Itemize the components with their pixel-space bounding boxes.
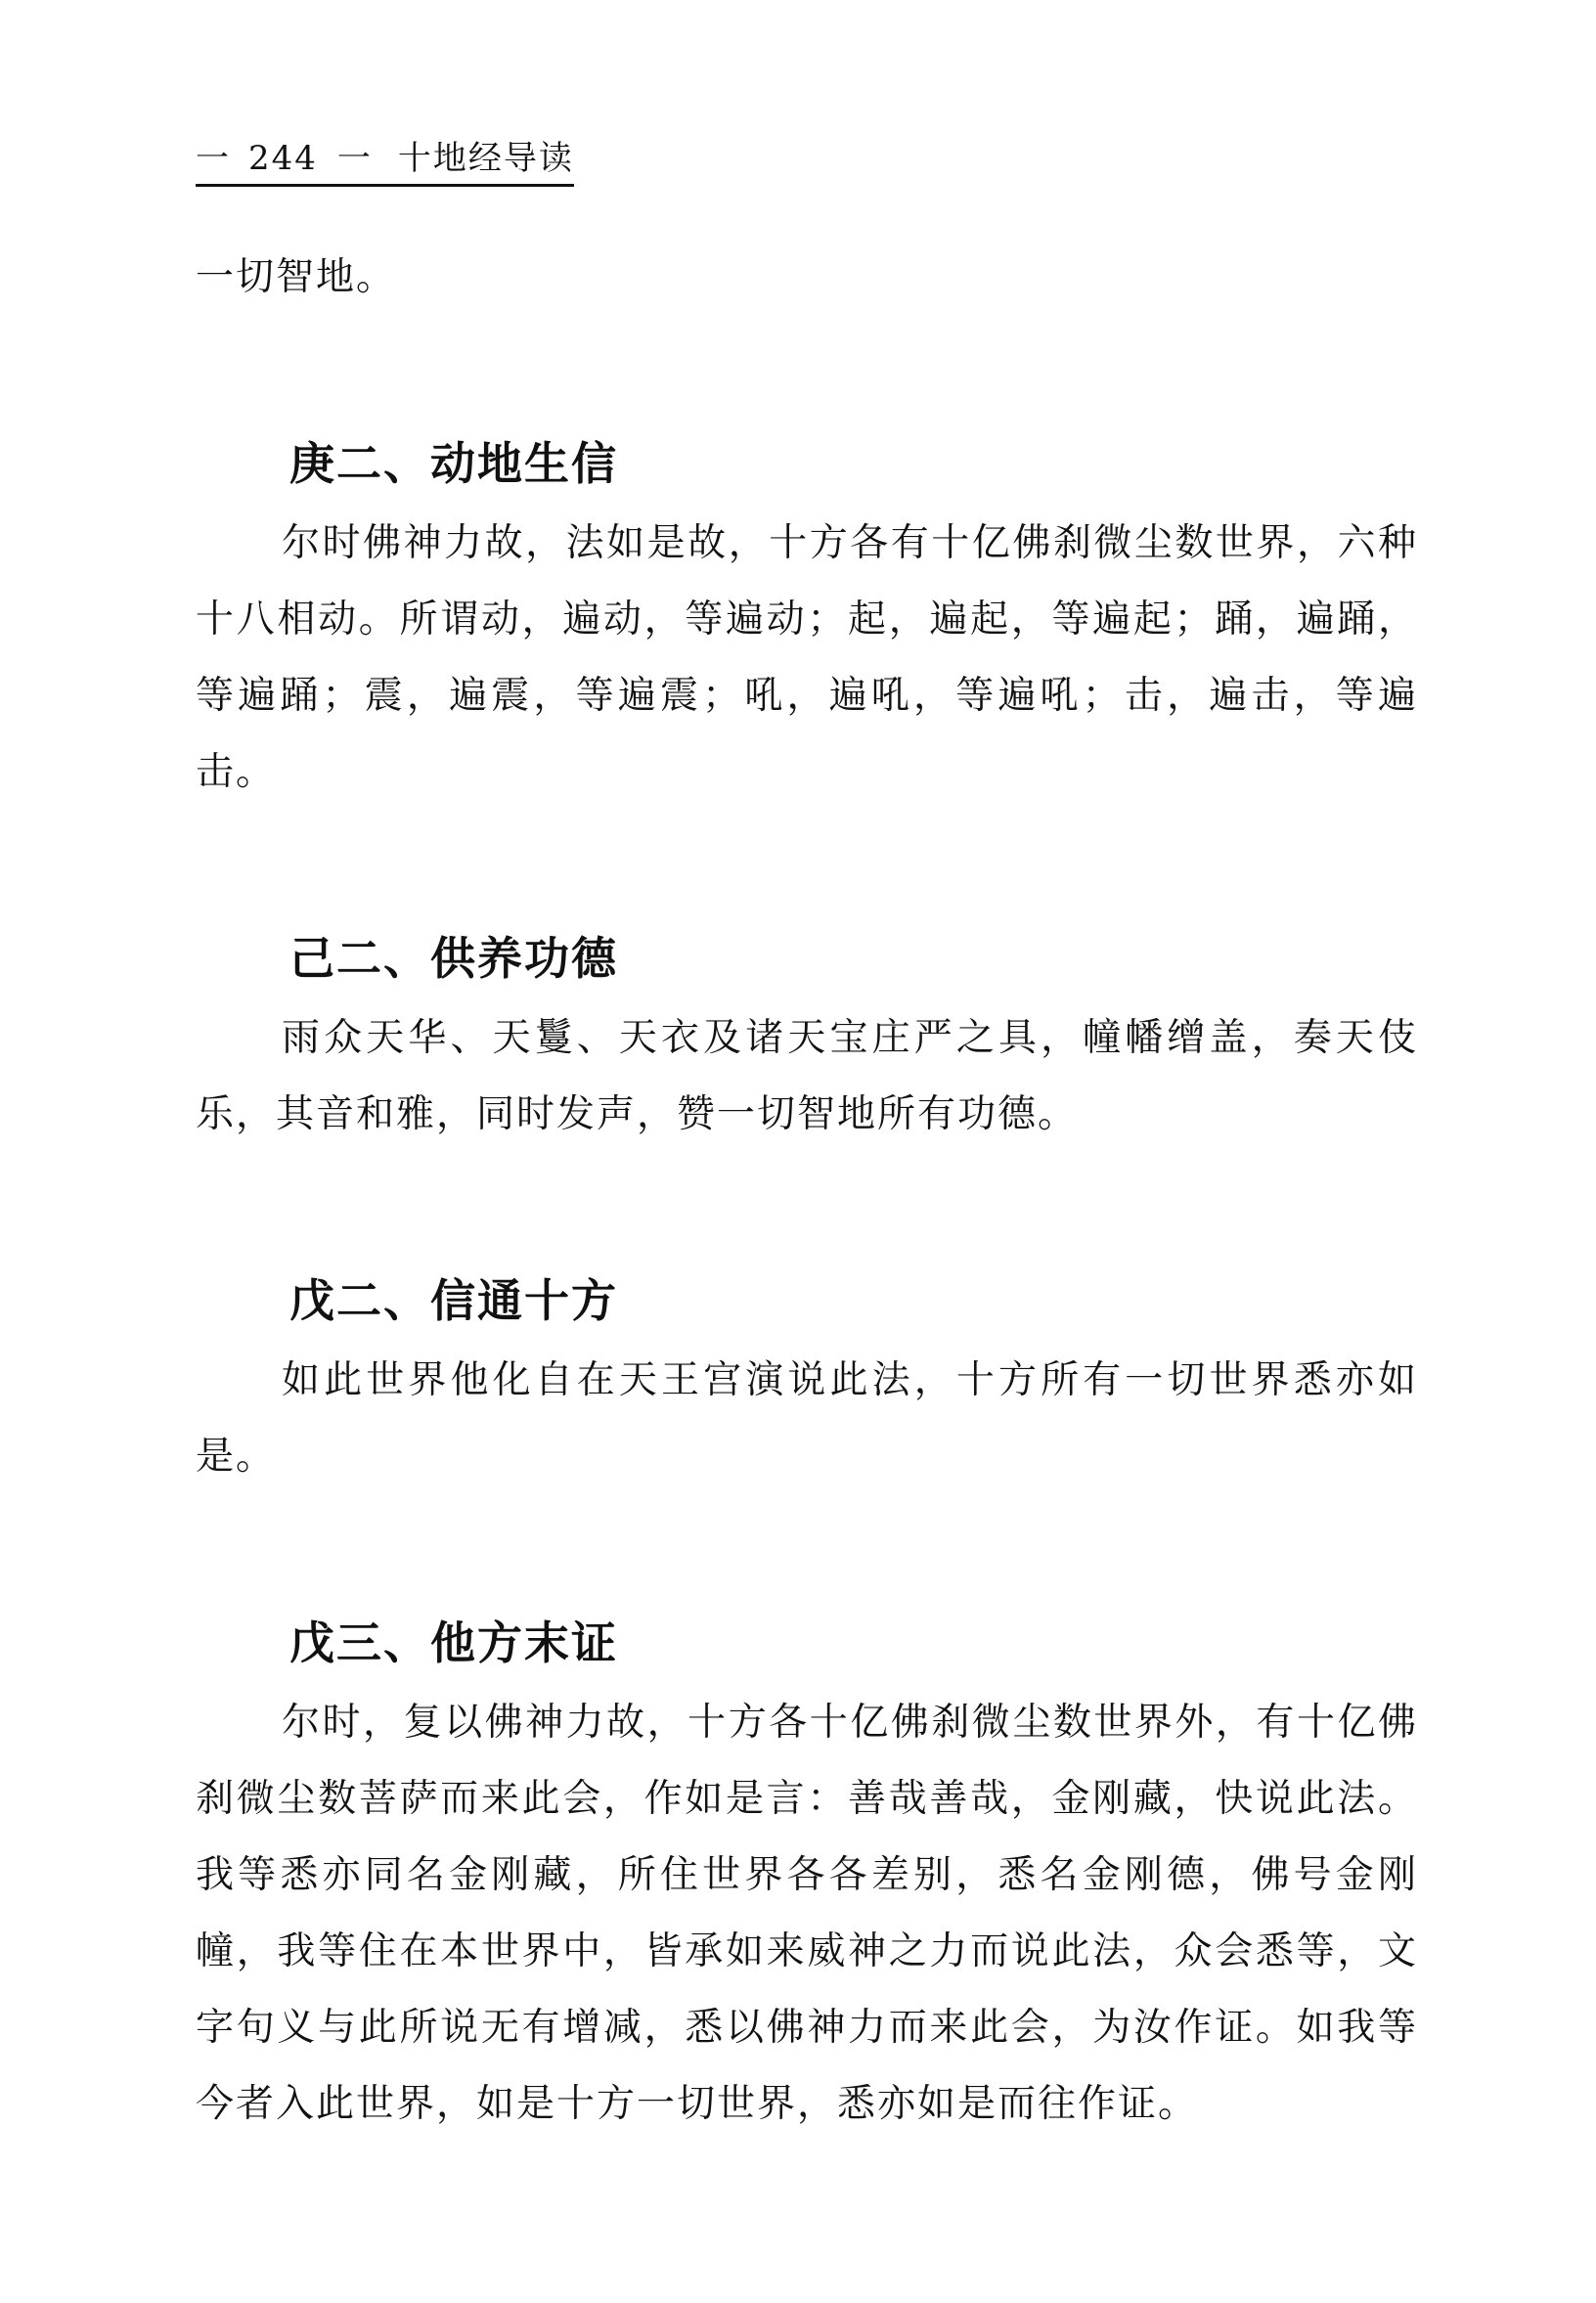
section-paragraph-2: 雨众天华、天鬘、天衣及诸天宝庄严之具，幢幡缯盖，奏天伎乐，其音和雅，同时发声，赞一切智地所有功德。 — [196, 1016, 1418, 1136]
running-head — [196, 137, 574, 187]
section-heading-1: 庚二、动地生信 — [289, 437, 618, 490]
book-title: 十地经导读 — [397, 139, 574, 178]
section-heading-2: 己二、供养功德 — [289, 932, 618, 985]
opening-paragraph: 一切智地。 — [196, 255, 397, 299]
page-number: 244 — [248, 139, 318, 178]
section-heading-4: 戊三、他方末证 — [289, 1617, 618, 1669]
section-paragraph-3: 如此世界他化自在天王宫演说此法，十方所有一切世界悉亦如是。 — [196, 1358, 1418, 1479]
running-head-dash-right: 一 — [336, 139, 371, 178]
page-body — [196, 240, 1418, 2143]
running-head-dash-left: 一 — [196, 139, 229, 178]
section-paragraph-4: 尔时，复以佛神力故，十方各十亿佛刹微尘数世界外，有十亿佛刹微尘数菩萨而来此会，作如是言：善哉善哉，金刚藏，快说此法。我等悉亦同名金刚藏，所住世界各各差别，悉名金刚德，佛号金刚幢，我等住在本世界中，皆承如来威神之力而说此法，众会悉等，文字句义与此所说无有增减，悉以佛神力而来此会，为汝作证。如我等今者入此世界，如是十方一切世界，悉亦如是而往作证。 — [196, 1701, 1418, 2126]
section-heading-3: 戊二、信通十方 — [289, 1274, 618, 1327]
section-paragraph-1: 尔时佛神力故，法如是故，十方各有十亿佛刹微尘数世界，六种十八相动。所谓动，遍动，等遍动；起，遍起，等遍起；踊，遍踊，等遍踊；震，遍震，等遍震；吼，遍吼，等遍吼；击，遍击，等遍击。 — [196, 521, 1418, 794]
